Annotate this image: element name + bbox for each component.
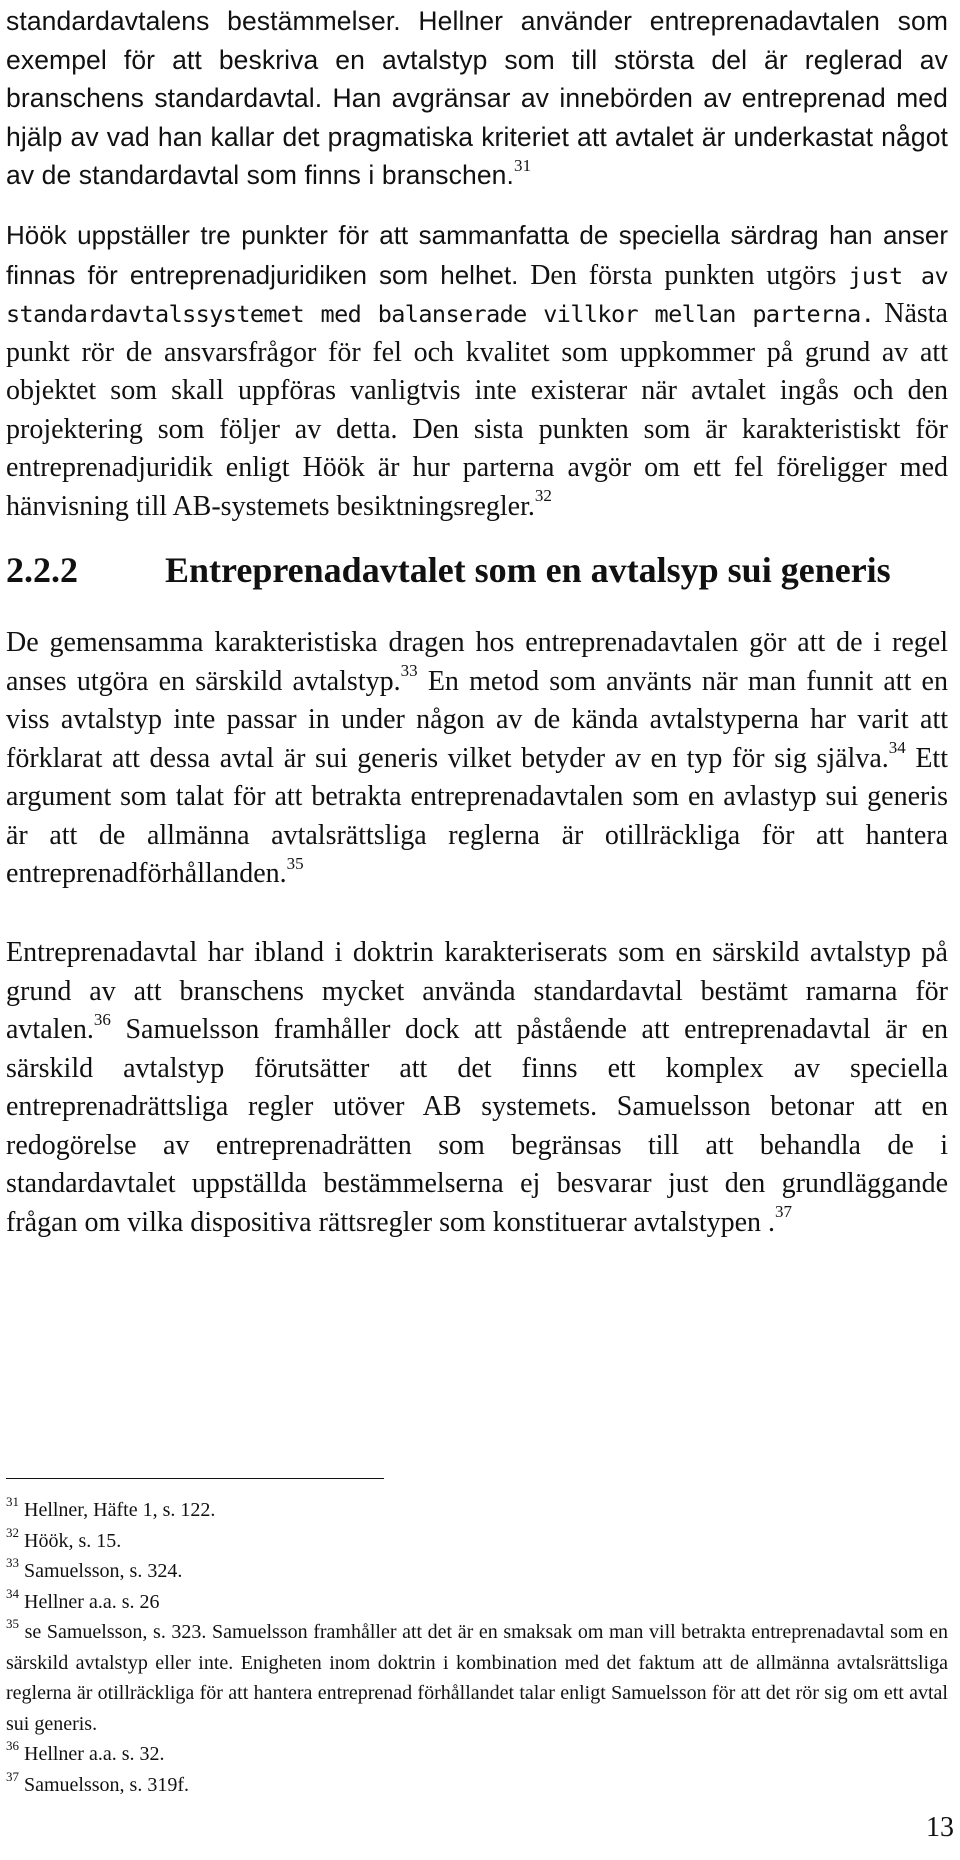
footnote [6, 1739, 948, 1770]
paragraph-text: Nästa punkt rör de ansvarsfrågor för fel och kvalitet som uppkommer på grund av att objektet som skall uppföras vanligtvis inte existerar när avtalet ingås och den projektering som följer av detta. [6, 298, 948, 445]
footnote-ref[interactable]: 37 [775, 1202, 793, 1222]
footnote-text: Höök, s. 15. [24, 1529, 122, 1552]
body-paragraph [6, 624, 948, 894]
footnote-number: 37 [6, 1768, 19, 1784]
section-heading [6, 548, 948, 592]
footnote-text: Hellner, Häfte 1, s. 122. [24, 1499, 216, 1521]
footnote-number: 35 [6, 1616, 19, 1632]
paragraph-text: Entreprenadavtal har ibland i doktrin karakteriserats som en särskild avtalstyp på grund av att branschens mycket använda standardavtal bestämt ramarna för avtalen. [6, 937, 948, 1045]
footnote [6, 1526, 948, 1557]
footnote-ref[interactable]: 33 [400, 661, 418, 681]
paragraph-text: just av standardavtalssystemet med balanserade villkor mellan parterna. [6, 261, 949, 328]
footnote [6, 1556, 948, 1587]
footnote-ref[interactable]: 32 [534, 486, 552, 506]
paragraph-text: Samuelsson framhåller dock att påstående att entreprenadavtal är en särskild avtalstyp förutsätter att det finns ett komplex av speciella entreprenadrättsliga regler utöver AB systemets. Samuelsson betonar att en redogörelse av entreprenadrätten som begränsas till att behandla de i standardavtalet uppställda bestämmelserna ej besvarar just den grundläggande frågan om vilka dispositiva rättsregler som konstituerar avtalstypen . [6, 1014, 948, 1238]
footnote [6, 1617, 948, 1739]
footnote-ref[interactable]: 34 [888, 738, 906, 758]
footnote [6, 1770, 948, 1801]
footnote-ref[interactable]: 31 [513, 156, 532, 176]
footnote-ref[interactable]: 35 [286, 853, 304, 873]
footnote-ref[interactable]: 36 [93, 1009, 111, 1029]
paragraph-text: Den första punkten utgörs [530, 259, 837, 291]
body-paragraph [6, 216, 948, 526]
body-paragraph [6, 934, 948, 1242]
footnote-divider [6, 1478, 384, 1479]
paragraph-text: En metod som använts när man funnit att en viss avtalstyp inte passar in under någon av de kända avtalstyperna har varit att förklarat att dessa avtal är sui generis vilket betyder av en typ för sig själva. [6, 665, 948, 774]
footnote-text: Hellner a.a. s. 32. [24, 1743, 165, 1765]
paragraph-text: Ett argument som talat för att betrakta entreprenadavtalen som en avlastyp sui generis är att de allmänna avtalsrättsliga reglerna är otillräckliga för att hantera entreprenadförhållanden. [6, 742, 948, 889]
paragraph-text: De gemensamma karakteristiska dragen hos entreprenadavtalen gör att de i regel anses utgöra en särskild avtalstyp. [6, 627, 948, 697]
footnotes [6, 1495, 948, 1800]
footnote-text: Samuelsson, s. 324. [24, 1560, 183, 1582]
footnote-number: 31 [6, 1494, 19, 1510]
footnote-text: se Samuelsson, s. 323. Samuelsson framhåller att det är en smaksak om man vill betrakta entreprenadavtal som en särskild avtalstyp eller inte. Enigheten inom doktrin i kombination med det faktum att de allmänna avtalsrättsliga reglerna är otillräckliga för att hantera entreprenad förhållandet talar enligt Samuelsson för att det rör sig om ett avtal sui generis. [6, 1621, 948, 1735]
section-title: Entreprenadavtalet som en avtalsyp sui generis [165, 550, 891, 590]
footnote-number: 34 [6, 1585, 19, 1601]
footnote-text: Samuelsson, s. 319f. [24, 1773, 189, 1796]
footnote-number: 33 [6, 1555, 19, 1571]
paragraph-text: standardavtalens bestämmelser. Hellner använder entreprenadavtalen som exempel för att beskriva en avtalstyp som till största del är reglerad av branschens standardavtal. Han avgränsar av innebörden av entreprenad med hjälp av vad han kallar det pragmatiska kriteriet att avtalet är underkastat något av de standardavtal som finns i branschen. [6, 6, 948, 190]
body-paragraph [6, 2, 948, 195]
document-page [6, 0, 954, 1860]
paragraph-text: Den sista punkten som är karakteristiskt för entreprenadjuridik enligt Höök är hur parterna avgör om ett fel föreligger med hänvisning till AB-systemets besiktningsregler. [6, 413, 949, 522]
paragraph-text: Höök uppställer tre punkter för att sammanfatta de speciella särdrag han anser finnas för entreprenadjuridiken som helhet. [6, 220, 948, 290]
page-number: 13 [926, 1812, 954, 1843]
footnote-number: 32 [6, 1524, 19, 1540]
footnote [6, 1495, 948, 1526]
section-number: 2.2.2 [6, 550, 78, 590]
footnote [6, 1587, 948, 1618]
footnote-text: Hellner a.a. s. 26 [24, 1590, 160, 1613]
footnote-number: 36 [6, 1738, 19, 1754]
